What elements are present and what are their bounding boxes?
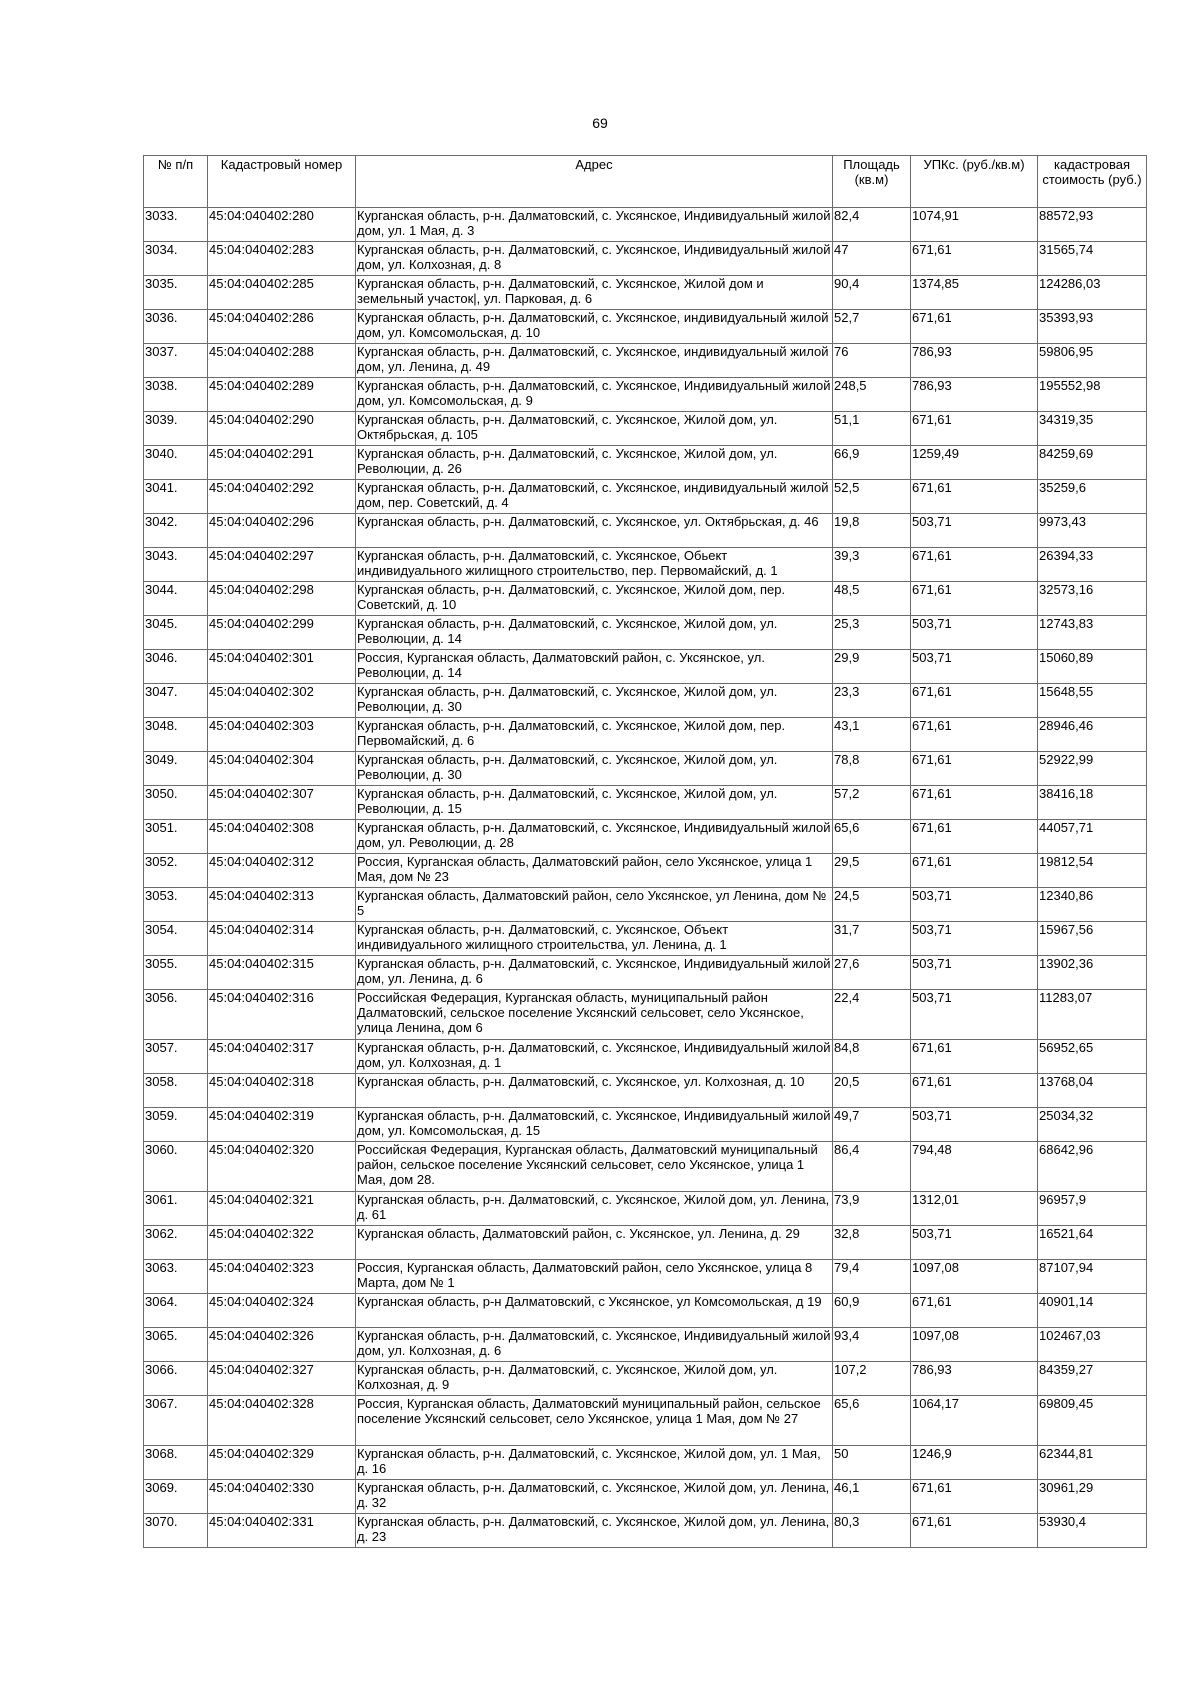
- cell-address: Курганская область, р-н. Далматовский, с. Уксянское, Индивидуальный жилой дом, ул. Колхозная, д. 6: [356, 1328, 833, 1362]
- cell-cadastral-cost: 52922,99: [1038, 752, 1147, 786]
- cell-num: 3041.: [144, 480, 208, 514]
- cell-address: Курганская область, Далматовский район, с. Уксянское, ул. Ленина, д. 29: [356, 1226, 833, 1260]
- cell-num: 3057.: [144, 1040, 208, 1074]
- cell-cadastral-number: 45:04:040402:280: [208, 208, 356, 242]
- cell-cadastral-number: 45:04:040402:301: [208, 650, 356, 684]
- cell-cadastral-cost: 59806,95: [1038, 344, 1147, 378]
- cell-num: 3038.: [144, 378, 208, 412]
- table-row: [144, 446, 1147, 480]
- table-row: [144, 990, 1147, 1040]
- cell-num: 3046.: [144, 650, 208, 684]
- cell-upks: 671,61: [911, 684, 1038, 718]
- cell-address: Курганская область, р-н. Далматовский, с. Уксянское, индивидуальный жилой дом, ул. Комсомольская, д. 10: [356, 310, 833, 344]
- cell-area: 51,1: [833, 412, 911, 446]
- cell-upks: 1312,01: [911, 1192, 1038, 1226]
- cell-num: 3052.: [144, 854, 208, 888]
- cell-address: Курганская область, р-н. Далматовский, с. Уксянское, Жилой дом, пер. Советский, д. 10: [356, 582, 833, 616]
- header-address: Адрес: [356, 156, 833, 208]
- cell-num: 3058.: [144, 1074, 208, 1108]
- cell-cadastral-cost: 12743,83: [1038, 616, 1147, 650]
- cell-area: 248,5: [833, 378, 911, 412]
- cell-cadastral-number: 45:04:040402:296: [208, 514, 356, 548]
- cell-cadastral-number: 45:04:040402:320: [208, 1142, 356, 1192]
- cell-area: 23,3: [833, 684, 911, 718]
- cell-area: 52,5: [833, 480, 911, 514]
- cell-address: Российская Федерация, Курганская область, муниципальный район Далматовский, сельское поселение Уксянский сельсовет, село Уксянское, улица Ленина, дом 6: [356, 990, 833, 1040]
- cell-cadastral-cost: 35393,93: [1038, 310, 1147, 344]
- cell-num: 3062.: [144, 1226, 208, 1260]
- cell-upks: 1259,49: [911, 446, 1038, 480]
- cell-upks: 671,61: [911, 820, 1038, 854]
- cell-cadastral-number: 45:04:040402:283: [208, 242, 356, 276]
- cell-num: 3047.: [144, 684, 208, 718]
- table-row: [144, 208, 1147, 242]
- cell-cadastral-cost: 15060,89: [1038, 650, 1147, 684]
- cell-upks: 786,93: [911, 1362, 1038, 1396]
- cell-area: 84,8: [833, 1040, 911, 1074]
- table-row: [144, 344, 1147, 378]
- cell-cadastral-cost: 40901,14: [1038, 1294, 1147, 1328]
- cell-upks: 1097,08: [911, 1328, 1038, 1362]
- cell-area: 66,9: [833, 446, 911, 480]
- cell-cadastral-cost: 34319,35: [1038, 412, 1147, 446]
- cell-cadastral-cost: 84259,69: [1038, 446, 1147, 480]
- table-row: [144, 956, 1147, 990]
- cell-num: 3054.: [144, 922, 208, 956]
- cell-address: Курганская область, р-н. Далматовский, с. Уксянское, ул. Колхозная, д. 10: [356, 1074, 833, 1108]
- table-row: [144, 1226, 1147, 1260]
- cell-address: Курганская область, р-н. Далматовский, с. Уксянское, Обьект индивидуального жилищного строительство, пер. Первомайский, д. 1: [356, 548, 833, 582]
- cell-cadastral-cost: 62344,81: [1038, 1446, 1147, 1480]
- cell-num: 3067.: [144, 1396, 208, 1446]
- cell-upks: 671,61: [911, 480, 1038, 514]
- cell-upks: 1064,17: [911, 1396, 1038, 1446]
- cell-cadastral-number: 45:04:040402:330: [208, 1480, 356, 1514]
- cell-area: 31,7: [833, 922, 911, 956]
- cell-cadastral-cost: 87107,94: [1038, 1260, 1147, 1294]
- cell-num: 3063.: [144, 1260, 208, 1294]
- cell-upks: 671,61: [911, 548, 1038, 582]
- cell-cadastral-number: 45:04:040402:322: [208, 1226, 356, 1260]
- cell-num: 3055.: [144, 956, 208, 990]
- cell-num: 3056.: [144, 990, 208, 1040]
- cell-cadastral-number: 45:04:040402:299: [208, 616, 356, 650]
- cell-area: 19,8: [833, 514, 911, 548]
- cell-area: 78,8: [833, 752, 911, 786]
- page-number: 69: [592, 115, 608, 131]
- cell-upks: 503,71: [911, 956, 1038, 990]
- cell-upks: 1374,85: [911, 276, 1038, 310]
- cell-num: 3037.: [144, 344, 208, 378]
- cell-num: 3048.: [144, 718, 208, 752]
- cell-num: 3051.: [144, 820, 208, 854]
- cell-area: 79,4: [833, 1260, 911, 1294]
- table-row: [144, 480, 1147, 514]
- cadastral-register-table: [143, 155, 1147, 1548]
- cell-area: 80,3: [833, 1514, 911, 1548]
- cell-upks: 671,61: [911, 1074, 1038, 1108]
- cell-address: Курганская область, р-н. Далматовский, с. Уксянское, ул. Октябрьская, д. 46: [356, 514, 833, 548]
- table-row: [144, 1514, 1147, 1548]
- table-row: [144, 514, 1147, 548]
- table-row: [144, 548, 1147, 582]
- cell-address: Курганская область, р-н. Далматовский, с. Уксянское, Индивидуальный жилой дом, ул. Революции, д. 28: [356, 820, 833, 854]
- cell-area: 43,1: [833, 718, 911, 752]
- cell-address: Россия, Курганская область, Далматовский муниципальный район, сельское поселение Уксянский сельсовет, село Уксянское, улица 1 Мая, дом № 27: [356, 1396, 833, 1446]
- cell-num: 3036.: [144, 310, 208, 344]
- cell-cadastral-cost: 28946,46: [1038, 718, 1147, 752]
- table-row: [144, 1260, 1147, 1294]
- cell-num: 3042.: [144, 514, 208, 548]
- cell-upks: 671,61: [911, 1040, 1038, 1074]
- cell-upks: 1074,91: [911, 208, 1038, 242]
- cell-area: 22,4: [833, 990, 911, 1040]
- cell-upks: 671,61: [911, 1294, 1038, 1328]
- table-row: [144, 1192, 1147, 1226]
- cell-num: 3040.: [144, 446, 208, 480]
- cell-cadastral-number: 45:04:040402:314: [208, 922, 356, 956]
- cell-address: Курганская область, р-н. Далматовский, с. Уксянское, Индивидуальный жилой дом, ул. Комсомольская, д. 15: [356, 1108, 833, 1142]
- cell-upks: 1246,9: [911, 1446, 1038, 1480]
- cell-address: Курганская область, р-н. Далматовский, с. Уксянское, Жилой дом, ул. Революции, д. 30: [356, 752, 833, 786]
- cell-cadastral-number: 45:04:040402:290: [208, 412, 356, 446]
- cell-upks: 671,61: [911, 752, 1038, 786]
- cell-address: Курганская область, р-н. Далматовский, с. Уксянское, Жилой дом, ул. Ленина, д. 61: [356, 1192, 833, 1226]
- cell-cadastral-cost: 15648,55: [1038, 684, 1147, 718]
- cell-area: 82,4: [833, 208, 911, 242]
- cell-cadastral-cost: 84359,27: [1038, 1362, 1147, 1396]
- cell-cadastral-number: 45:04:040402:308: [208, 820, 356, 854]
- table-row: [144, 412, 1147, 446]
- cell-cadastral-number: 45:04:040402:307: [208, 786, 356, 820]
- cell-cadastral-cost: 15967,56: [1038, 922, 1147, 956]
- header-cadastral-number: Кадастровый номер: [208, 156, 356, 208]
- cell-cadastral-cost: 25034,32: [1038, 1108, 1147, 1142]
- cell-upks: 671,61: [911, 412, 1038, 446]
- table-row: [144, 1294, 1147, 1328]
- cell-address: Курганская область, р-н. Далматовский, с. Уксянское, Жилой дом, ул. Революции, д. 15: [356, 786, 833, 820]
- cell-area: 20,5: [833, 1074, 911, 1108]
- table-row: [144, 922, 1147, 956]
- cell-cadastral-number: 45:04:040402:304: [208, 752, 356, 786]
- cell-address: Российская Федерация, Курганская область, Далматовский муниципальный район, сельское поселение Уксянский сельсовет, село Уксянское, улица 1 Мая, дом 28.: [356, 1142, 833, 1192]
- table-row: [144, 820, 1147, 854]
- cell-num: 3049.: [144, 752, 208, 786]
- cell-area: 65,6: [833, 1396, 911, 1446]
- table-body: [144, 208, 1147, 1548]
- cell-num: 3039.: [144, 412, 208, 446]
- cell-cadastral-number: 45:04:040402:317: [208, 1040, 356, 1074]
- cell-address: Курганская область, р-н. Далматовский, с. Уксянское, Жилой дом, ул. Революции, д. 30: [356, 684, 833, 718]
- header-area: Площадь (кв.м): [833, 156, 911, 208]
- cell-upks: 671,61: [911, 1514, 1038, 1548]
- cell-upks: 1097,08: [911, 1260, 1038, 1294]
- cell-area: 29,5: [833, 854, 911, 888]
- cell-upks: 671,61: [911, 786, 1038, 820]
- cell-area: 57,2: [833, 786, 911, 820]
- table-row: [144, 1074, 1147, 1108]
- cell-cadastral-cost: 124286,03: [1038, 276, 1147, 310]
- cell-cadastral-number: 45:04:040402:318: [208, 1074, 356, 1108]
- cell-cadastral-number: 45:04:040402:327: [208, 1362, 356, 1396]
- header-cadastral-cost: кадастровая стоимость (руб.): [1038, 156, 1147, 208]
- table-row: [144, 1142, 1147, 1192]
- cell-cadastral-cost: 102467,03: [1038, 1328, 1147, 1362]
- cell-upks: 671,61: [911, 582, 1038, 616]
- cell-address: Курганская область, Далматовский район, село Уксянское, ул Ленина, дом № 5: [356, 888, 833, 922]
- cell-num: 3053.: [144, 888, 208, 922]
- cell-cadastral-number: 45:04:040402:321: [208, 1192, 356, 1226]
- cell-num: 3043.: [144, 548, 208, 582]
- cell-area: 60,9: [833, 1294, 911, 1328]
- cell-address: Курганская область, р-н. Далматовский, с. Уксянское, Жилой дом, ул. Ленина, д. 32: [356, 1480, 833, 1514]
- table-row: [144, 1328, 1147, 1362]
- cell-area: 39,3: [833, 548, 911, 582]
- cell-upks: 503,71: [911, 1108, 1038, 1142]
- cell-num: 3035.: [144, 276, 208, 310]
- cell-num: 3070.: [144, 1514, 208, 1548]
- cell-area: 47: [833, 242, 911, 276]
- cell-upks: 503,71: [911, 616, 1038, 650]
- cell-upks: 503,71: [911, 922, 1038, 956]
- cell-area: 76: [833, 344, 911, 378]
- cell-address: Курганская область, р-н. Далматовский, с. Уксянское, Индивидуальный жилой дом, ул. Ленина, д. 6: [356, 956, 833, 990]
- cell-cadastral-cost: 44057,71: [1038, 820, 1147, 854]
- cell-area: 27,6: [833, 956, 911, 990]
- cell-upks: 671,61: [911, 310, 1038, 344]
- cell-area: 48,5: [833, 582, 911, 616]
- cell-cadastral-cost: 68642,96: [1038, 1142, 1147, 1192]
- cell-cadastral-cost: 38416,18: [1038, 786, 1147, 820]
- cell-num: 3034.: [144, 242, 208, 276]
- cell-upks: 503,71: [911, 1226, 1038, 1260]
- cell-area: 32,8: [833, 1226, 911, 1260]
- cell-num: 3033.: [144, 208, 208, 242]
- cell-address: Россия, Курганская область, Далматовский район, с. Уксянское, ул. Революции, д. 14: [356, 650, 833, 684]
- cell-num: 3050.: [144, 786, 208, 820]
- cell-num: 3064.: [144, 1294, 208, 1328]
- table-row: [144, 1396, 1147, 1446]
- cell-cadastral-number: 45:04:040402:302: [208, 684, 356, 718]
- cell-address: Курганская область, р-н. Далматовский, с. Уксянское, Жилой дом, ул. Ленина, д. 23: [356, 1514, 833, 1548]
- cell-cadastral-number: 45:04:040402:291: [208, 446, 356, 480]
- cell-address: Курганская область, р-н. Далматовский, с. Уксянское, Жилой дом и земельный участок|, ул. Парковая, д. 6: [356, 276, 833, 310]
- cell-area: 25,3: [833, 616, 911, 650]
- cell-address: Курганская область, р-н. Далматовский, с. Уксянское, индивидуальный жилой дом, ул. Ленина, д. 49: [356, 344, 833, 378]
- table-row: [144, 1040, 1147, 1074]
- cell-area: 52,7: [833, 310, 911, 344]
- cell-cadastral-cost: 13902,36: [1038, 956, 1147, 990]
- table-row: [144, 650, 1147, 684]
- cell-area: 73,9: [833, 1192, 911, 1226]
- table-header-row: [144, 156, 1147, 208]
- table-row: [144, 276, 1147, 310]
- cell-address: Курганская область, р-н. Далматовский, с. Уксянское, Индивидуальный жилой дом, ул. Колхозная, д. 1: [356, 1040, 833, 1074]
- cell-cadastral-number: 45:04:040402:286: [208, 310, 356, 344]
- cell-cadastral-cost: 31565,74: [1038, 242, 1147, 276]
- cell-address: Курганская область, р-н. Далматовский, с. Уксянское, Индивидуальный жилой дом, ул. Колхозная, д. 8: [356, 242, 833, 276]
- cell-upks: 794,48: [911, 1142, 1038, 1192]
- cell-cadastral-cost: 30961,29: [1038, 1480, 1147, 1514]
- cell-address: Курганская область, р-н Далматовский, с Уксянское, ул Комсомольская, д 19: [356, 1294, 833, 1328]
- cell-num: 3060.: [144, 1142, 208, 1192]
- table-row: [144, 378, 1147, 412]
- cell-num: 3044.: [144, 582, 208, 616]
- cell-cadastral-cost: 88572,93: [1038, 208, 1147, 242]
- cell-upks: 671,61: [911, 242, 1038, 276]
- cell-address: Курганская область, р-н. Далматовский, с. Уксянское, Жилой дом, ул. 1 Мая, д. 16: [356, 1446, 833, 1480]
- cell-num: 3068.: [144, 1446, 208, 1480]
- table-row: [144, 242, 1147, 276]
- cell-cadastral-number: 45:04:040402:312: [208, 854, 356, 888]
- cell-cadastral-number: 45:04:040402:316: [208, 990, 356, 1040]
- cell-cadastral-cost: 9973,43: [1038, 514, 1147, 548]
- cell-cadastral-number: 45:04:040402:298: [208, 582, 356, 616]
- table-row: [144, 888, 1147, 922]
- cell-address: Россия, Курганская область, Далматовский район, село Уксянское, улица 1 Мая, дом № 23: [356, 854, 833, 888]
- cell-cadastral-cost: 26394,33: [1038, 548, 1147, 582]
- cell-area: 107,2: [833, 1362, 911, 1396]
- cell-area: 86,4: [833, 1142, 911, 1192]
- cell-cadastral-number: 45:04:040402:303: [208, 718, 356, 752]
- cell-address: Курганская область, р-н. Далматовский, с. Уксянское, Индивидуальный жилой дом, ул. 1 Мая, д. 3: [356, 208, 833, 242]
- cell-area: 46,1: [833, 1480, 911, 1514]
- cell-address: Курганская область, р-н. Далматовский, с. Уксянское, Индивидуальный жилой дом, ул. Комсомольская, д. 9: [356, 378, 833, 412]
- cell-cadastral-number: 45:04:040402:288: [208, 344, 356, 378]
- cell-num: 3061.: [144, 1192, 208, 1226]
- header-upks: УПКс. (руб./кв.м): [911, 156, 1038, 208]
- cell-cadastral-number: 45:04:040402:289: [208, 378, 356, 412]
- cell-area: 93,4: [833, 1328, 911, 1362]
- cell-upks: 786,93: [911, 344, 1038, 378]
- cell-num: 3059.: [144, 1108, 208, 1142]
- cell-cadastral-number: 45:04:040402:329: [208, 1446, 356, 1480]
- cell-address: Курганская область, р-н. Далматовский, с. Уксянское, Объект индивидуального жилищного строительства, ул. Ленина, д. 1: [356, 922, 833, 956]
- cell-upks: 786,93: [911, 378, 1038, 412]
- cell-area: 49,7: [833, 1108, 911, 1142]
- table-row: [144, 1446, 1147, 1480]
- cell-cadastral-number: 45:04:040402:326: [208, 1328, 356, 1362]
- header-num: № п/п: [144, 156, 208, 208]
- cell-num: 3065.: [144, 1328, 208, 1362]
- cell-upks: 671,61: [911, 854, 1038, 888]
- cell-cadastral-cost: 69809,45: [1038, 1396, 1147, 1446]
- cell-area: 29,9: [833, 650, 911, 684]
- cell-address: Курганская область, р-н. Далматовский, с. Уксянское, Жилой дом, пер. Первомайский, д. 6: [356, 718, 833, 752]
- cell-area: 24,5: [833, 888, 911, 922]
- table-row: [144, 752, 1147, 786]
- cell-cadastral-number: 45:04:040402:324: [208, 1294, 356, 1328]
- cell-num: 3066.: [144, 1362, 208, 1396]
- cell-cadastral-number: 45:04:040402:323: [208, 1260, 356, 1294]
- cell-cadastral-number: 45:04:040402:319: [208, 1108, 356, 1142]
- cell-cadastral-cost: 32573,16: [1038, 582, 1147, 616]
- cell-cadastral-cost: 96957,9: [1038, 1192, 1147, 1226]
- cell-upks: 671,61: [911, 718, 1038, 752]
- cell-num: 3045.: [144, 616, 208, 650]
- cell-cadastral-number: 45:04:040402:292: [208, 480, 356, 514]
- cell-upks: 503,71: [911, 990, 1038, 1040]
- cell-cadastral-cost: 19812,54: [1038, 854, 1147, 888]
- table-row: [144, 1108, 1147, 1142]
- cell-address: Курганская область, р-н. Далматовский, с. Уксянское, индивидуальный жилой дом, пер. Советский, д. 4: [356, 480, 833, 514]
- table-row: [144, 718, 1147, 752]
- cell-cadastral-number: 45:04:040402:328: [208, 1396, 356, 1446]
- cell-address: Курганская область, р-н. Далматовский, с. Уксянское, Жилой дом, ул. Колхозная, д. 9: [356, 1362, 833, 1396]
- cell-num: 3069.: [144, 1480, 208, 1514]
- table-row: [144, 582, 1147, 616]
- cell-area: 90,4: [833, 276, 911, 310]
- table-row: [144, 616, 1147, 650]
- cell-cadastral-cost: 53930,4: [1038, 1514, 1147, 1548]
- cell-area: 50: [833, 1446, 911, 1480]
- cell-upks: 503,71: [911, 650, 1038, 684]
- cell-address: Курганская область, р-н. Далматовский, с. Уксянское, Жилой дом, ул. Революции, д. 26: [356, 446, 833, 480]
- cell-address: Курганская область, р-н. Далматовский, с. Уксянское, Жилой дом, ул. Октябрьская, д. 105: [356, 412, 833, 446]
- cell-cadastral-number: 45:04:040402:313: [208, 888, 356, 922]
- cell-address: Россия, Курганская область, Далматовский район, село Уксянское, улица 8 Марта, дом № 1: [356, 1260, 833, 1294]
- cell-cadastral-number: 45:04:040402:331: [208, 1514, 356, 1548]
- cell-upks: 503,71: [911, 514, 1038, 548]
- cell-cadastral-number: 45:04:040402:315: [208, 956, 356, 990]
- table-row: [144, 684, 1147, 718]
- cell-cadastral-cost: 13768,04: [1038, 1074, 1147, 1108]
- cell-cadastral-number: 45:04:040402:285: [208, 276, 356, 310]
- table-row: [144, 786, 1147, 820]
- cell-address: Курганская область, р-н. Далматовский, с. Уксянское, Жилой дом, ул. Революции, д. 14: [356, 616, 833, 650]
- table-row: [144, 1480, 1147, 1514]
- cell-cadastral-cost: 16521,64: [1038, 1226, 1147, 1260]
- cell-cadastral-cost: 11283,07: [1038, 990, 1147, 1040]
- table-row: [144, 854, 1147, 888]
- cell-upks: 671,61: [911, 1480, 1038, 1514]
- cell-area: 65,6: [833, 820, 911, 854]
- cell-cadastral-cost: 12340,86: [1038, 888, 1147, 922]
- cell-cadastral-cost: 35259,6: [1038, 480, 1147, 514]
- cell-upks: 503,71: [911, 888, 1038, 922]
- cell-cadastral-number: 45:04:040402:297: [208, 548, 356, 582]
- table-row: [144, 310, 1147, 344]
- cell-cadastral-cost: 56952,65: [1038, 1040, 1147, 1074]
- table-row: [144, 1362, 1147, 1396]
- cell-cadastral-cost: 195552,98: [1038, 378, 1147, 412]
